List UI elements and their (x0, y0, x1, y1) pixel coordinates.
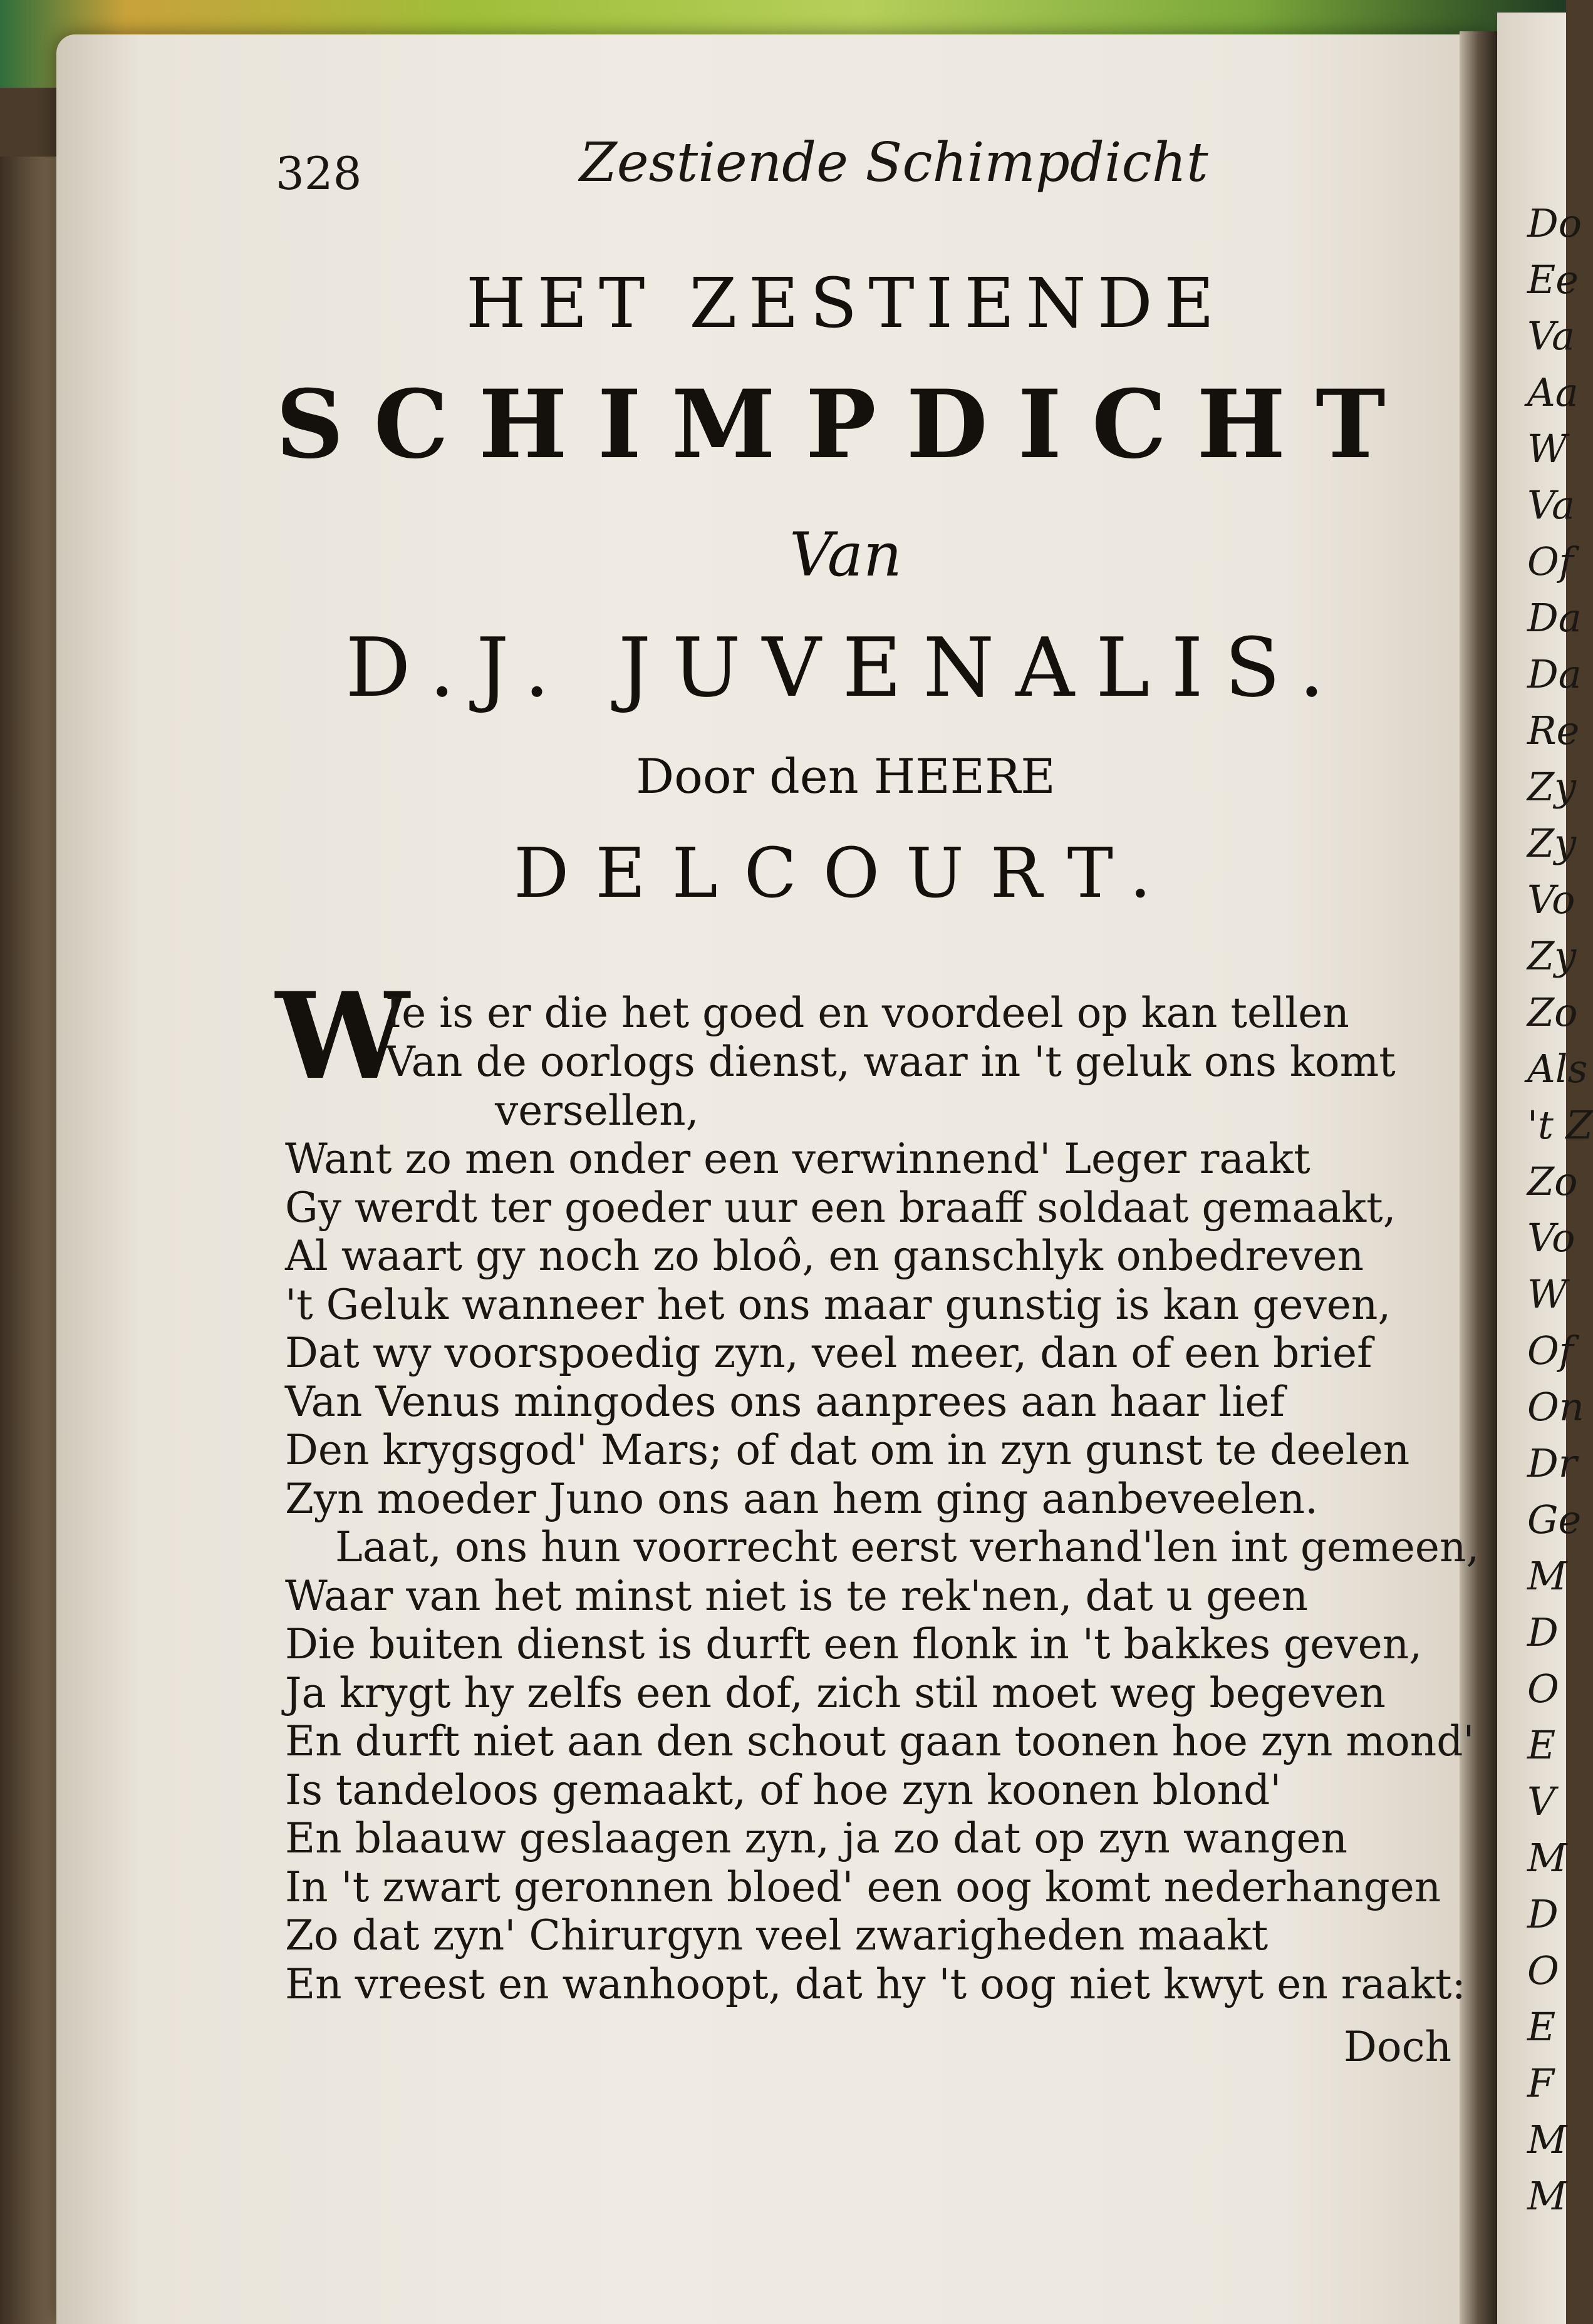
facing-page-fragment: Zy (1527, 764, 1577, 810)
facing-page-fragment: Re (1527, 708, 1580, 753)
facing-page-fragment: Va (1527, 313, 1575, 359)
poem-line: En blaauw geslaagen zyn, ja zo dat op zyn wangen (285, 1814, 1348, 1862)
facing-page-fragment: O (1527, 1948, 1559, 1993)
poem-line: Ja krygt hy zelfs een dof, zich stil moet weg begeven (285, 1669, 1386, 1717)
facing-page-fragment: D (1527, 1891, 1559, 1937)
facing-page-fragment: Ee (1527, 257, 1579, 302)
poem-line: Is tandeloos gemaakt, of hoe zyn koonen blond' (285, 1766, 1282, 1814)
title-line-1: HET ZESTIENDE (465, 263, 1226, 343)
poem-line: Den krygsgod' Mars; of dat om in zyn gunst te deelen (285, 1426, 1410, 1474)
poem-line: Van Venus mingodes ons aanprees aan haar lief (285, 1378, 1285, 1426)
facing-page-fragment: Do (1527, 200, 1582, 246)
poem-line: Zyn moeder Juno ons aan hem ging aanbeveelen. (285, 1475, 1319, 1523)
poem-line: Al waart gy noch zo bloô, en ganschlyk onbedreven (285, 1232, 1364, 1280)
catchword: Doch (1344, 2023, 1452, 2071)
facing-page-fragment: V (1527, 1779, 1555, 1824)
facing-page-fragment: D (1527, 1609, 1559, 1655)
facing-page-fragment: M (1527, 2117, 1567, 2162)
facing-page-fragment: M (1527, 2173, 1567, 2219)
poem-line: Gy werdt ter goeder uur een braaff soldaat gemaakt, (285, 1184, 1396, 1232)
title-line-2: SCHIMPDICHT (276, 369, 1416, 480)
facing-page-fragment: Da (1527, 651, 1582, 697)
poem-line: In 't zwart geronnen bloed' een oog komt nederhangen (285, 1863, 1441, 1911)
facing-page-fragment: M (1527, 1553, 1567, 1599)
drop-cap: W (276, 966, 410, 1106)
facing-page-fragment: E (1527, 2004, 1556, 2050)
facing-page-fragment: E (1527, 1722, 1556, 1768)
facing-page-fragment: Va (1527, 482, 1575, 528)
poem-line: Van de oorlogs dienst, waar in 't geluk ons komt (385, 1038, 1396, 1086)
poem-line: Laat, ons hun voorrecht eerst verhand'len int gemeen, (335, 1523, 1480, 1571)
facing-page-fragment: Vo (1527, 877, 1575, 922)
poem-line: En durft niet aan den schout gaan toonen hoe zyn mond' (285, 1717, 1475, 1765)
facing-page-fragment: Of (1527, 1328, 1574, 1373)
facing-page-fragment: Zy (1527, 820, 1577, 866)
facing-page-fragment: 't Z (1527, 1102, 1593, 1148)
poem-line: En vreest en wanhoopt, dat hy 't oog niet kwyt en raakt: (285, 1960, 1466, 2008)
poem-line: versellen, (495, 1087, 699, 1135)
poem-line: Dat wy voorspoedig zyn, veel meer, dan of een brief (285, 1329, 1372, 1377)
poem-line: 't Geluk wanneer het ons maar gunstig is kan geven, (285, 1281, 1391, 1329)
facing-page-fragment: O (1527, 1666, 1559, 1712)
page-number: 328 (276, 147, 362, 200)
poem-line: Want zo men onder een verwinnend' Leger raakt (285, 1135, 1310, 1183)
facing-page-fragment: On (1527, 1384, 1584, 1430)
facing-page-fragment: Zo (1527, 989, 1578, 1035)
facing-page-fragment: Vo (1527, 1215, 1575, 1261)
poem-line-first: Ie is er die het goed en voordeel op kan tellen (385, 989, 1349, 1037)
title-door: Door den HEERE (636, 748, 1056, 804)
facing-page-fragment: W (1527, 1271, 1567, 1317)
poem-line: Die buiten dienst is durft een flonk in 't bakkes geven, (285, 1620, 1423, 1668)
facing-page-fragment: Of (1527, 539, 1574, 584)
facing-page-fragment: M (1527, 1835, 1567, 1881)
facing-page-fragment: F (1527, 2060, 1555, 2106)
facing-page-fragment: W (1527, 426, 1567, 472)
facing-page-fragment: Ge (1527, 1497, 1582, 1542)
title-author: D.J. JUVENALIS. (345, 620, 1346, 715)
poem-line: Waar van het minst niet is te rek'nen, dat u geen (285, 1572, 1309, 1620)
facing-page-fragment: Zo (1527, 1159, 1578, 1204)
title-van: Van (789, 520, 902, 590)
facing-page-fragment: Als (1527, 1046, 1588, 1092)
running-head: Zestiende Schimpdicht (579, 132, 1208, 194)
facing-page-fragment: Da (1527, 595, 1582, 641)
facing-page (1497, 13, 1593, 2324)
facing-page-fragment: Zy (1527, 933, 1577, 979)
facing-page-fragment: Dr (1527, 1440, 1577, 1486)
title-translator: DELCOURT. (514, 833, 1178, 913)
facing-page-fragment: Aa (1527, 369, 1579, 415)
poem-line: Zo dat zyn' Chirurgyn veel zwarigheden maakt (285, 1911, 1269, 1960)
